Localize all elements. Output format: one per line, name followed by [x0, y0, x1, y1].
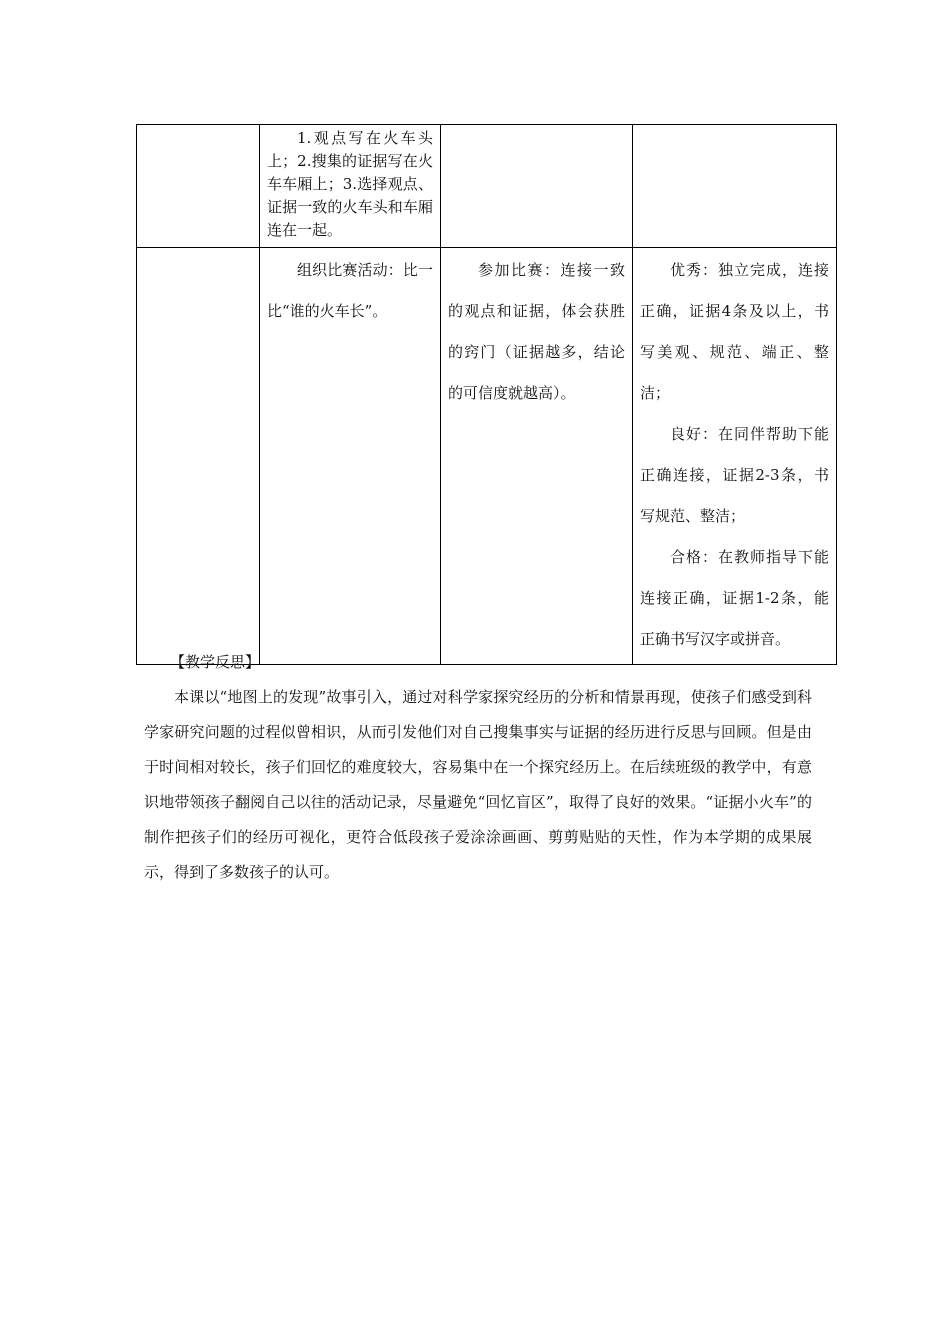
lesson-plan-table — [136, 124, 837, 665]
table-cell-steps: 1.观点写在火车头上；2.搜集的证据写在火车车厢上；3.选择观点、证据一致的火车头和车厢连在一起。 — [260, 125, 441, 248]
table-cell-empty — [633, 125, 837, 248]
table-cell-empty — [137, 248, 260, 665]
table-cell-evaluation-criteria — [633, 248, 837, 665]
criteria-excellent: 优秀：独立完成，连接正确，证据4条及以上，书写美观、规范、端正、整洁； — [640, 261, 829, 402]
criteria-good: 良好：在同伴帮助下能正确连接，证据2-3条，书写规范、整洁； — [640, 425, 829, 525]
criteria-pass: 合格：在教师指导下能连接正确，证据1-2条，能正确书写汉字或拼音。 — [640, 548, 829, 648]
table-cell-empty — [441, 125, 633, 248]
table-row — [137, 125, 837, 248]
table-cell-empty — [137, 125, 260, 248]
table-row — [137, 248, 837, 665]
table-cell-teacher-activity: 组织比赛活动：比一比“谁的火车长”。 — [260, 248, 441, 665]
reflection-heading: 【教学反思】 — [170, 653, 261, 671]
table-cell-student-activity: 参加比赛：连接一致的观点和证据，体会获胜的窍门（证据越多，结论的可信度就越高）。 — [441, 248, 633, 665]
reflection-paragraph: 本课以“地图上的发现”故事引入，通过对科学家探究经历的分析和情景再现，使孩子们感受到科学家研究问题的过程似曾相识，从而引发他们对自己搜集事实与证据的经历进行反思与回顾。但是由于时间相对较长，孩子们回忆的难度较大，容易集中在一个探究经历上。在后续班级的教学中，有意识地带领孩子翻阅自己以往的活动记录，尽量避免“回忆盲区”，取得了良好的效果。“证据小火车”的制作把孩子们的经历可视化，更符合低段孩子爱涂涂画画、剪剪贴贴的天性，作为本学期的成果展示，得到了多数孩子的认可。 — [144, 688, 812, 881]
